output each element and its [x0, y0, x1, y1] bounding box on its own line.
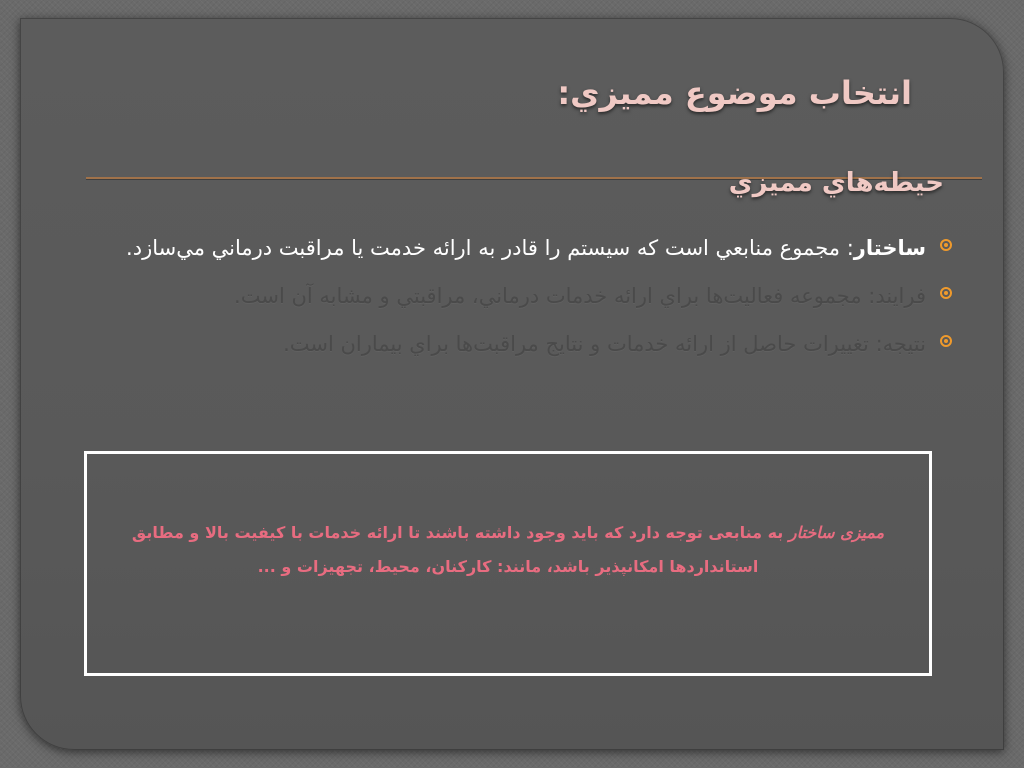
circle-bullet-icon	[940, 287, 952, 299]
section-subtitle: حيطه‌هاي مميزي	[728, 168, 944, 198]
bullet-list	[48, 224, 952, 368]
circle-bullet-icon	[940, 239, 952, 251]
bullet-item-outcome	[48, 320, 952, 368]
slide-title: انتخاب موضوع مميزي:	[557, 74, 912, 112]
bullet-text: مجموع منابعي است كه سيستم را قادر به ارائه خدمت يا مراقبت درماني مي‌سازد.	[126, 236, 841, 260]
bullet-item-structure	[48, 224, 952, 272]
note-box	[84, 451, 932, 676]
bullet-text: فرايند: مجموعه فعاليت‌ها براي ارائه خدمات درماني، مراقبتي و مشابه آن است.	[234, 284, 926, 308]
note-emphasis: ممیزی ساختار	[788, 523, 885, 542]
bullet-term: ساختار	[853, 236, 926, 260]
bullet-item-process	[48, 272, 952, 320]
note-body: به منابعی توجه دارد که باید وجود داشته باشند تا ارائه خدمات با کیفیت بالا و مطابق استانداردها امکانپذیر باشد، مانند: کارکنان، محیط، تجهیزات و ...	[131, 523, 789, 576]
bullet-separator: :	[840, 236, 854, 260]
note-text	[99, 516, 917, 584]
bullet-text: نتيجه: تغييرات حاصل از ارائه خدمات و نتايج مراقبت‌ها براي بيماران است.	[283, 332, 926, 356]
circle-bullet-icon	[940, 335, 952, 347]
